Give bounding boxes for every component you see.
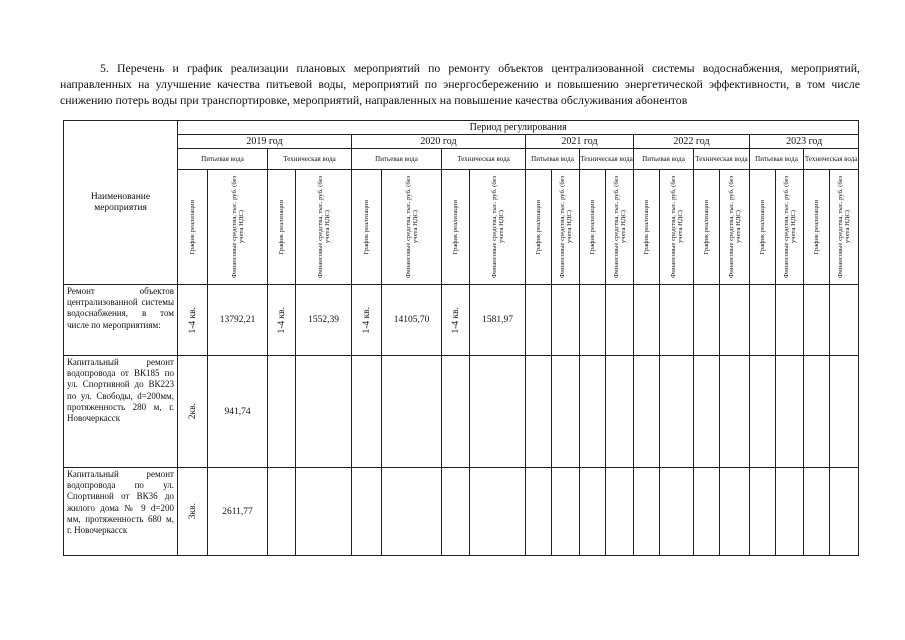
finance-cell — [382, 356, 442, 468]
schedule-cell — [634, 356, 660, 468]
schedule-column-label: График реализации — [589, 199, 596, 255]
schedule-cell — [442, 468, 470, 556]
finance-cell — [552, 285, 580, 356]
finance-cell — [606, 468, 634, 556]
schedule-column-label: График реализации — [535, 199, 542, 255]
finance-column-header — [208, 170, 268, 285]
schedule-column-header — [442, 170, 470, 285]
schedule-cell — [352, 356, 382, 468]
finance-column-label: Финансовые средства, тыс. руб. (без учета НДС) — [727, 175, 742, 279]
schedule-cell — [352, 468, 382, 556]
finance-cell — [470, 356, 526, 468]
finance-column-label: Финансовые средства, тыс. руб. (без учета НДС) — [558, 175, 573, 279]
schedule-cell — [442, 356, 470, 468]
schedule-column-label: График реализации — [452, 199, 459, 255]
schedule-cell — [268, 468, 296, 556]
section-heading: 5. Перечень и график реализации плановых мероприятий по ремонту объектов централизованной системы водоснабжения, мероприятий, направленных на улучшение качества питьевой воды, мероприятий по энергосбережению и повышению энергетической эффективности, в том числе снижению потерь воды при транспортировке, мероприятий, направленных на повышение качества обслуживания абонентов — [60, 61, 860, 107]
finance-cell — [296, 468, 352, 556]
finance-column-header — [470, 170, 526, 285]
schedule-cell — [178, 285, 208, 356]
schedule-cell — [634, 285, 660, 356]
plan-table — [63, 120, 859, 556]
schedule-column-header — [268, 170, 296, 285]
schedule-column-label: График реализации — [189, 199, 196, 255]
finance-cell — [776, 468, 804, 556]
year-header: 2020 год — [352, 135, 526, 149]
finance-cell — [720, 285, 750, 356]
table-row — [64, 356, 859, 468]
measure-name: Капитальный ремонт водопровода от ВК185 по ул. Спортивной до ВК223 по ул. Свободы, d=200мм, протяженность 280 м, г. Новочеркасск — [64, 356, 178, 468]
schedule-cell — [804, 468, 830, 556]
schedule-cell — [694, 468, 720, 556]
finance-cell — [830, 468, 859, 556]
schedule-cell — [178, 468, 208, 556]
measure-name: Капитальный ремонт водопровода по ул. Спортивной от ВК36 до жилого дома № 9 d=200 мм, протяженность 680 м, г. Новочеркасск — [64, 468, 178, 556]
schedule-cell — [804, 285, 830, 356]
schedule-cell — [580, 468, 606, 556]
finance-cell: 2611,77 — [208, 468, 268, 556]
schedule-column-header — [526, 170, 552, 285]
schedule-column-header — [804, 170, 830, 285]
finance-column-header — [660, 170, 694, 285]
water-type-header: Техническая вода — [580, 149, 634, 170]
finance-column-header — [776, 170, 804, 285]
finance-cell — [776, 285, 804, 356]
year-header: 2021 год — [526, 135, 634, 149]
water-type-header: Питьевая вода — [352, 149, 442, 170]
year-header: 2019 год — [178, 135, 352, 149]
water-type-header: Техническая вода — [268, 149, 352, 170]
schedule-column-header — [750, 170, 776, 285]
schedule-column-label: График реализации — [363, 199, 370, 255]
finance-cell — [470, 468, 526, 556]
finance-cell — [660, 356, 694, 468]
schedule-cell — [526, 468, 552, 556]
finance-column-header — [296, 170, 352, 285]
finance-column-label: Финансовые средства, тыс. руб. (без учета НДС) — [669, 175, 684, 279]
schedule-cell — [634, 468, 660, 556]
finance-column-header — [830, 170, 859, 285]
schedule-column-header — [352, 170, 382, 285]
finance-column-header — [382, 170, 442, 285]
schedule-cell — [750, 285, 776, 356]
schedule-value: 1-4 кв. — [361, 306, 372, 334]
measure-name: Ремонт объектов централизованной системы водоснабжения, в том числе по мероприятиям: — [64, 285, 178, 356]
schedule-cell — [268, 356, 296, 468]
finance-column-label: Финансовые средства, тыс. руб. (без учета НДС) — [837, 175, 852, 279]
schedule-cell — [352, 285, 382, 356]
water-type-header: Питьевая вода — [526, 149, 580, 170]
finance-column-label: Финансовые средства, тыс. руб. (без учета НДС) — [316, 175, 331, 279]
header-row-columns — [64, 170, 859, 285]
schedule-column-header — [694, 170, 720, 285]
finance-cell: 941,74 — [208, 356, 268, 468]
water-type-header: Техническая вода — [804, 149, 859, 170]
schedule-column-header — [178, 170, 208, 285]
finance-column-label: Финансовые средства, тыс. руб. (без учета НДС) — [612, 175, 627, 279]
finance-cell: 13792,21 — [208, 285, 268, 356]
water-type-header: Питьевая вода — [178, 149, 268, 170]
schedule-cell — [804, 356, 830, 468]
finance-cell — [552, 468, 580, 556]
finance-cell — [720, 356, 750, 468]
schedule-value: 1-4 кв. — [187, 306, 198, 334]
finance-cell — [606, 285, 634, 356]
schedule-column-header — [634, 170, 660, 285]
water-type-header: Питьевая вода — [750, 149, 804, 170]
schedule-cell — [750, 468, 776, 556]
name-column-header: Наименование мероприятия — [64, 121, 178, 285]
finance-column-label: Финансовые средства, тыс. руб. (без учета НДС) — [490, 175, 505, 279]
finance-cell — [830, 285, 859, 356]
finance-cell — [606, 356, 634, 468]
water-type-header: Техническая вода — [442, 149, 526, 170]
finance-cell: 14105,70 — [382, 285, 442, 356]
schedule-column-label: График реализации — [813, 199, 820, 255]
water-type-header: Техническая вода — [694, 149, 750, 170]
schedule-value: 3кв. — [187, 503, 198, 520]
finance-cell — [660, 468, 694, 556]
finance-cell: 1552,39 — [296, 285, 352, 356]
schedule-column-header — [580, 170, 606, 285]
schedule-column-label: График реализации — [759, 199, 766, 255]
table-row — [64, 468, 859, 556]
schedule-cell — [750, 356, 776, 468]
finance-cell — [296, 356, 352, 468]
schedule-cell — [442, 285, 470, 356]
header-row-water-types — [64, 149, 859, 170]
schedule-cell — [580, 356, 606, 468]
finance-column-label: Финансовые средства, тыс. руб. (без учета НДС) — [230, 175, 245, 279]
year-header: 2023 год — [750, 135, 859, 149]
header-row-years — [64, 135, 859, 149]
header-row-period — [64, 121, 859, 135]
finance-column-header — [552, 170, 580, 285]
schedule-cell — [526, 356, 552, 468]
schedule-cell — [268, 285, 296, 356]
schedule-value: 2кв. — [187, 403, 198, 420]
finance-cell: 1581,97 — [470, 285, 526, 356]
finance-cell — [660, 285, 694, 356]
period-header: Период регулирования — [178, 121, 859, 135]
schedule-cell — [178, 356, 208, 468]
year-header: 2022 год — [634, 135, 750, 149]
water-type-header: Питьевая вода — [634, 149, 694, 170]
schedule-column-label: График реализации — [703, 199, 710, 255]
finance-column-header — [720, 170, 750, 285]
table-row — [64, 285, 859, 356]
finance-cell — [776, 356, 804, 468]
finance-column-header — [606, 170, 634, 285]
finance-cell — [552, 356, 580, 468]
schedule-cell — [580, 285, 606, 356]
finance-cell — [830, 356, 859, 468]
schedule-cell — [694, 285, 720, 356]
finance-column-label: Финансовые средства, тыс. руб. (без учета НДС) — [782, 175, 797, 279]
finance-column-label: Финансовые средства, тыс. руб. (без учета НДС) — [404, 175, 419, 279]
finance-cell — [382, 468, 442, 556]
finance-cell — [720, 468, 750, 556]
schedule-column-label: График реализации — [643, 199, 650, 255]
schedule-value: 1-4 кв. — [276, 306, 287, 334]
schedule-cell — [694, 356, 720, 468]
schedule-column-label: График реализации — [278, 199, 285, 255]
schedule-cell — [526, 285, 552, 356]
schedule-value: 1-4 кв. — [450, 306, 461, 334]
